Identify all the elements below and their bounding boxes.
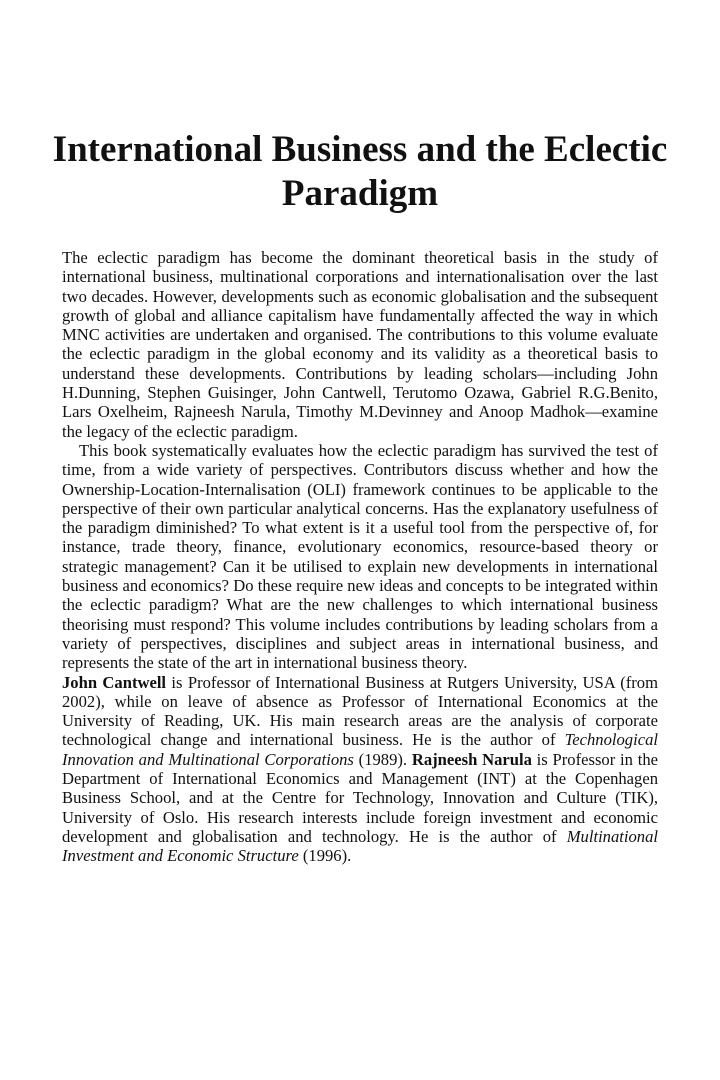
text-segment: (1996). bbox=[298, 846, 352, 866]
text-line bbox=[62, 634, 658, 653]
text-segment: perspective of their own particular analytical concerns. Has the explanatory usefulness of bbox=[62, 498, 658, 518]
text-segment: theorising must respond? This volume includes contributions by leading scholars from a bbox=[62, 614, 658, 634]
text-line bbox=[62, 248, 658, 267]
author-name: Rajneesh Narula bbox=[411, 749, 532, 769]
book-description bbox=[62, 248, 658, 866]
text-line bbox=[62, 480, 658, 499]
text-segment: variety of perspectives, disciplines and subject areas in international business, and bbox=[62, 633, 658, 653]
text-segment: business and economics? Do these require new ideas and concepts to be integrated within bbox=[62, 576, 658, 596]
text-line bbox=[62, 846, 658, 865]
text-segment: Business School, and at the Centre for Technology, Innovation and Culture (TIK), bbox=[62, 788, 658, 808]
text-line bbox=[62, 576, 658, 595]
text-segment: University of Reading, UK. His main research areas are the analysis of corporate bbox=[62, 711, 658, 731]
text-segment: University of Oslo. His research interests include foreign investment and economic bbox=[62, 807, 658, 827]
text-segment: time, from a wide variety of perspectives. Contributors discuss whether and how the bbox=[62, 460, 658, 480]
text-line bbox=[62, 711, 658, 730]
text-segment: strategic management? Can it be utilised to explain new developments in international bbox=[62, 556, 658, 576]
text-line bbox=[62, 344, 658, 363]
text-line bbox=[62, 537, 658, 556]
description-paragraph bbox=[62, 248, 658, 441]
text-segment: is Professor in the bbox=[531, 749, 658, 769]
book-title bbox=[0, 128, 720, 216]
text-segment: the legacy of the eclectic paradigm. bbox=[62, 421, 298, 441]
text-line bbox=[62, 615, 658, 634]
text-line bbox=[62, 364, 658, 383]
text-line bbox=[62, 730, 658, 749]
text-line bbox=[62, 287, 658, 306]
text-line bbox=[62, 557, 658, 576]
text-line bbox=[62, 499, 658, 518]
text-line bbox=[62, 750, 658, 769]
text-segment: The eclectic paradigm has become the dominant theoretical basis in the study of bbox=[62, 248, 658, 267]
text-line bbox=[62, 306, 658, 325]
text-segment: the paradigm diminished? To what extent is it a useful tool from the perspective of, for bbox=[62, 518, 658, 538]
text-segment: (1989). bbox=[353, 749, 412, 769]
text-line bbox=[62, 827, 658, 846]
text-line bbox=[62, 267, 658, 286]
book-title-italic: Investment and Economic Structure bbox=[62, 846, 299, 866]
text-segment: Ownership-Location-Internalisation (OLI) framework continues to be applicable to the bbox=[62, 479, 658, 499]
text-line bbox=[62, 422, 658, 441]
book-title-italic: Technological bbox=[564, 730, 658, 750]
text-segment: growth of global and alliance capitalism have fundamentally affected the way in which bbox=[62, 305, 658, 325]
text-segment: the eclectic paradigm in the global economy and its validity as a theoretical basis to bbox=[62, 344, 658, 364]
text-segment: Department of International Economics and Management (INT) at the Copenhagen bbox=[62, 769, 658, 789]
book-title-line-2: Paradigm bbox=[281, 173, 439, 214]
text-segment: two decades. However, developments such as economic globalisation and the subsequent bbox=[62, 286, 658, 306]
text-segment: 2002), while on leave of absence as Professor of International Economics at the bbox=[62, 691, 658, 711]
book-title-line-1: International Business and the Eclectic bbox=[52, 129, 668, 170]
text-segment: understand these developments. Contributions by leading scholars—including John bbox=[62, 363, 658, 383]
book-title-italic: Multinational bbox=[566, 826, 658, 846]
text-line bbox=[62, 788, 658, 807]
text-segment: is Professor of International Business at Rutgers University, USA (from bbox=[166, 672, 658, 692]
text-segment: development and globalisation and technology. He is the author of bbox=[62, 826, 567, 846]
text-line bbox=[62, 673, 658, 692]
text-segment: international business, multinational corporations and internationalisation over the last bbox=[62, 267, 658, 287]
author-bio-paragraph bbox=[62, 673, 658, 866]
text-segment: the eclectic paradigm? What are the new challenges to which international business bbox=[62, 595, 658, 615]
text-line bbox=[62, 692, 658, 711]
text-segment: MNC activities are undertaken and organised. The contributions to this volume evaluate bbox=[62, 325, 658, 345]
text-segment: Lars Oxelheim, Rajneesh Narula, Timothy M.Devinney and Anoop Madhok—examine bbox=[62, 402, 658, 422]
text-segment: instance, trade theory, finance, evolutionary economics, resource-based theory or bbox=[62, 537, 658, 557]
text-line bbox=[62, 460, 658, 479]
text-line bbox=[62, 595, 658, 614]
text-line bbox=[62, 402, 658, 421]
author-name: John Cantwell bbox=[62, 672, 167, 692]
book-title-italic: Innovation and Multinational Corporations bbox=[62, 749, 354, 769]
description-paragraph bbox=[62, 441, 658, 673]
text-line bbox=[62, 653, 658, 672]
text-line bbox=[62, 808, 658, 827]
text-line bbox=[62, 383, 658, 402]
text-line bbox=[62, 325, 658, 344]
text-line bbox=[62, 441, 658, 460]
text-line bbox=[62, 518, 658, 537]
text-segment: This book systematically evaluates how the eclectic paradigm has survived the test of bbox=[79, 440, 658, 460]
text-segment: H.Dunning, Stephen Guisinger, John Cantwell, Terutomo Ozawa, Gabriel R.G.Benito, bbox=[62, 383, 658, 403]
text-line bbox=[62, 769, 658, 788]
text-segment: technological change and international business. He is the author of bbox=[62, 730, 565, 750]
text-segment: represents the state of the art in international business theory. bbox=[62, 653, 468, 673]
